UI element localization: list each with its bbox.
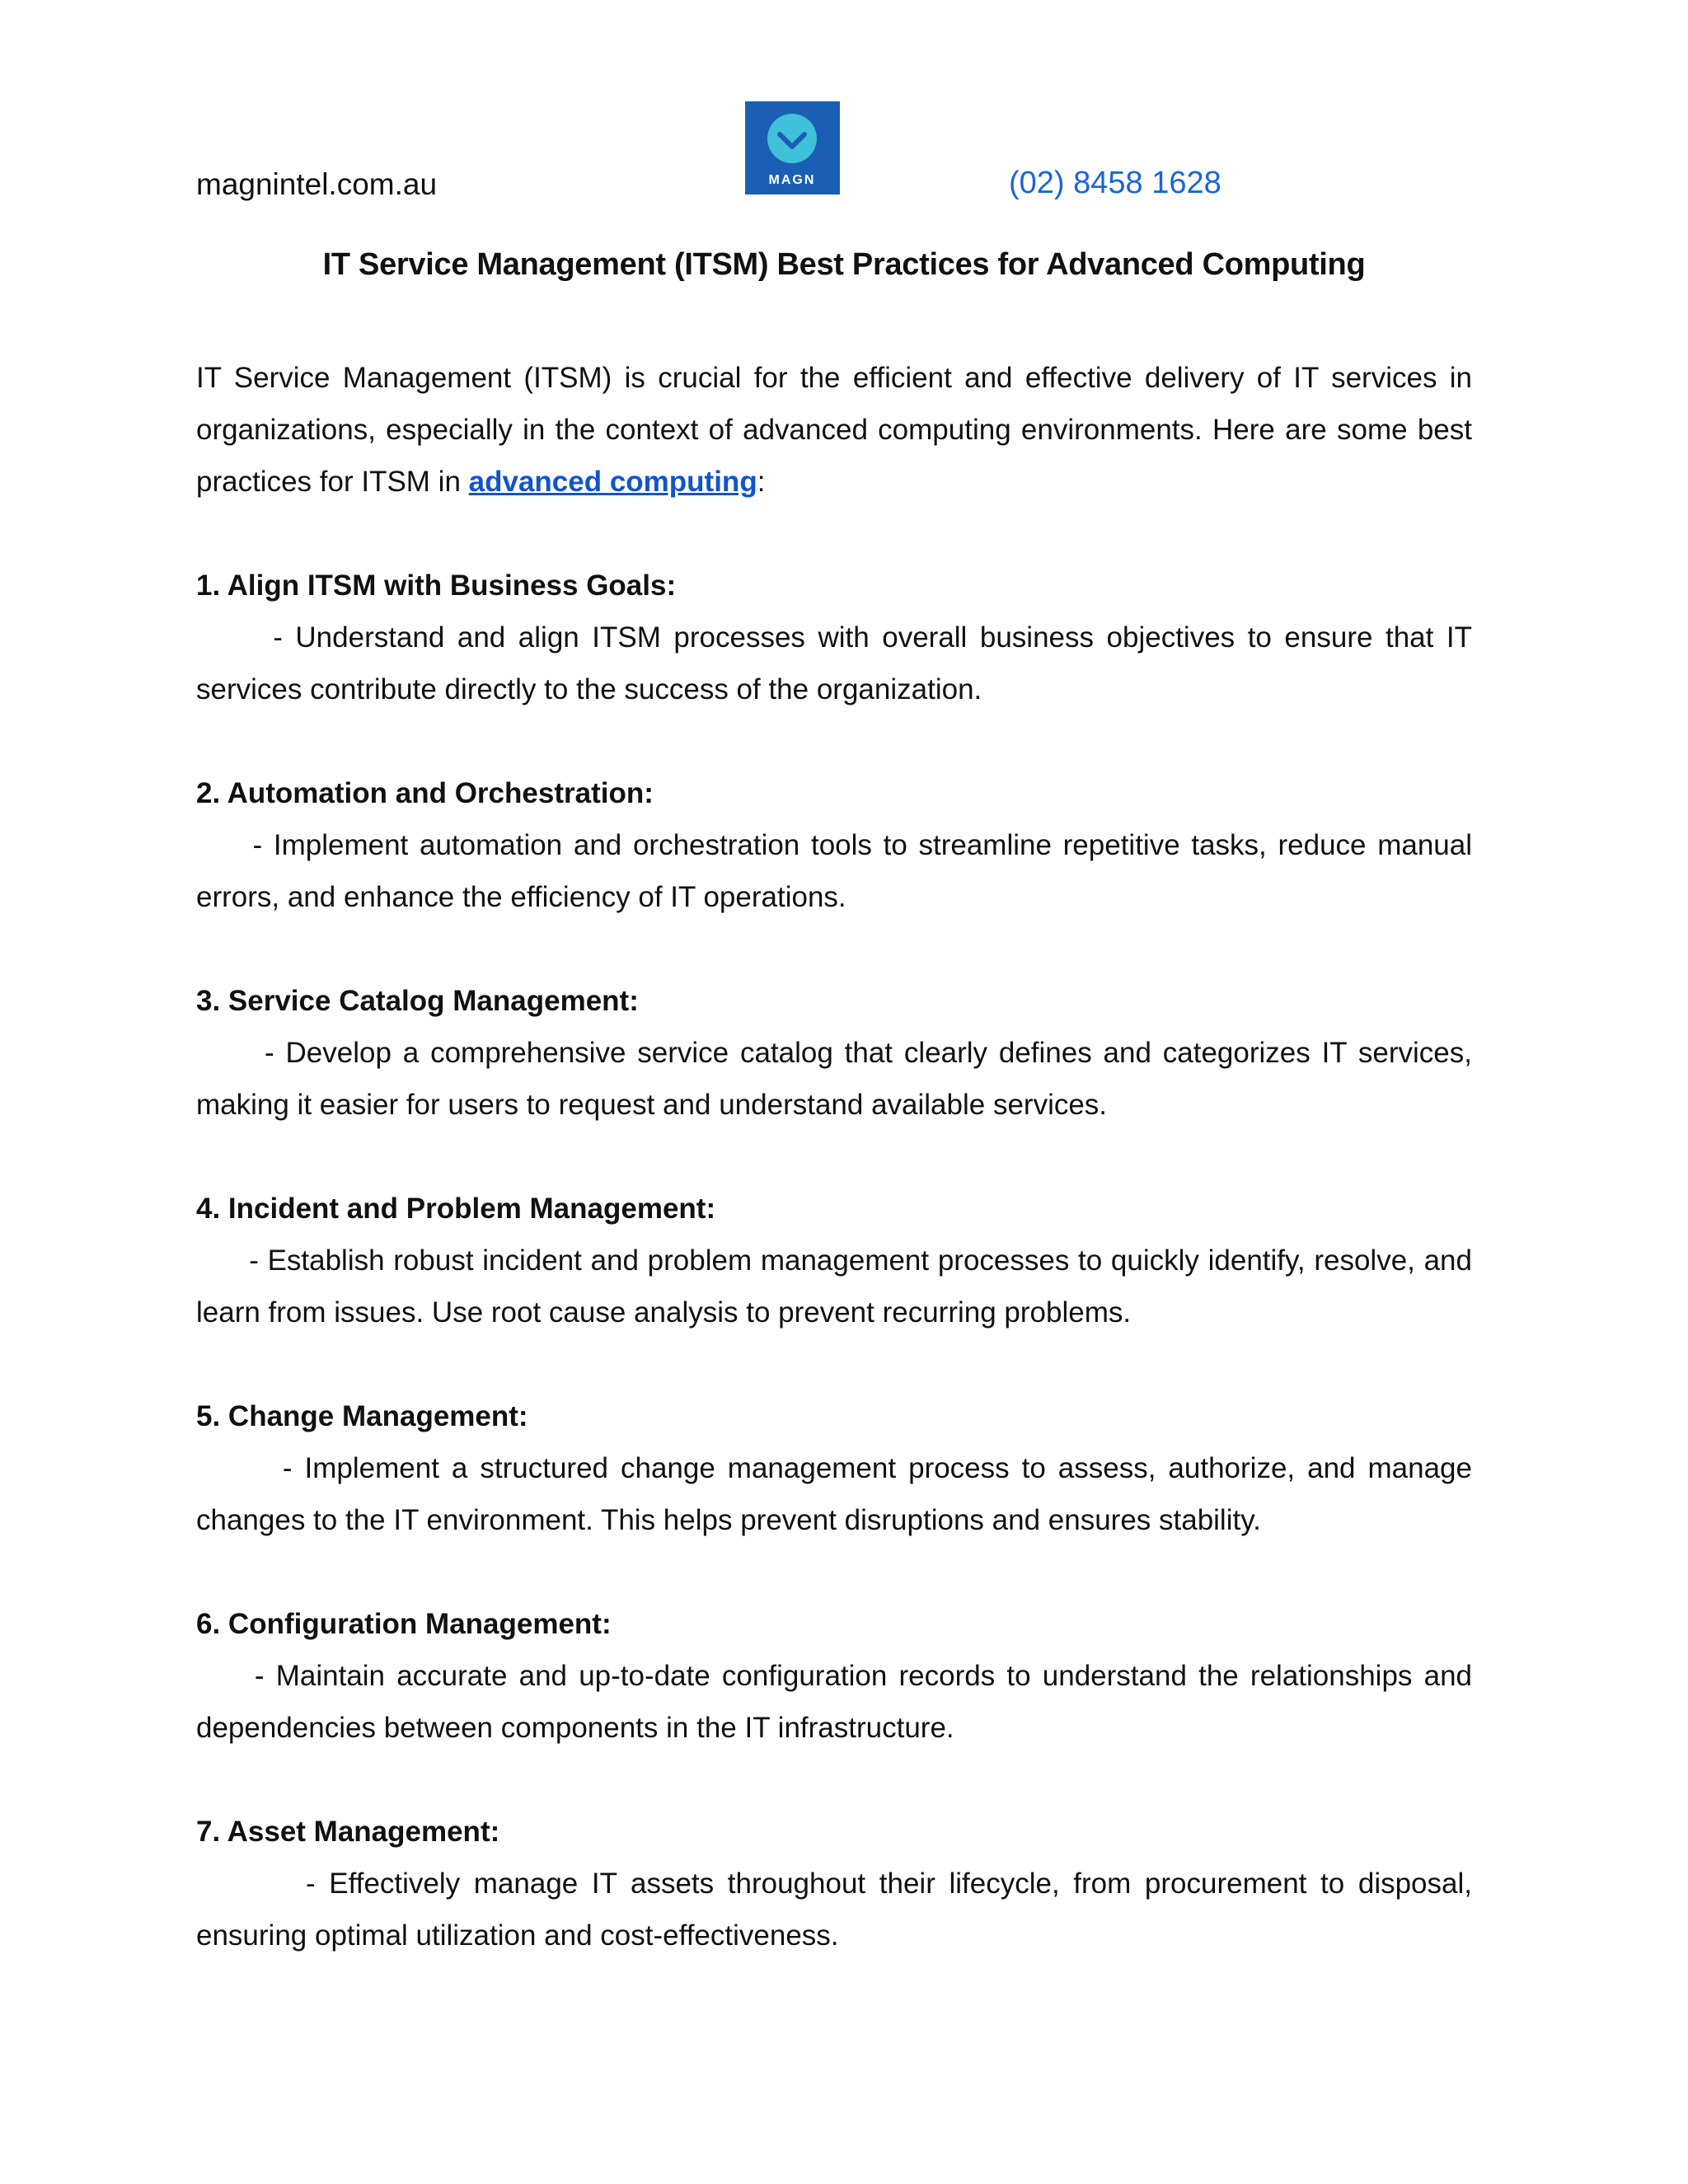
magn-logo xyxy=(745,101,840,194)
practice-heading: 3. Service Catalog Management: xyxy=(196,985,639,1017)
practice-description xyxy=(196,612,1472,715)
practice-description-text: Establish robust incident and problem management processes to quickly identify, resolve, and learn from issues. Use root cause analysis to prevent recurring problems. xyxy=(196,1244,1472,1329)
practice-description-text: Maintain accurate and up-to-date configuration records to understand the relationships and dependencies between components in the IT infrastructure. xyxy=(196,1660,1473,1744)
practice-description-text: Develop a comprehensive service catalog that clearly defines and categorizes IT services, making it easier for users to request and understand available services. xyxy=(196,1037,1472,1121)
practices-list xyxy=(196,560,1472,1961)
practice-description-text: Implement automation and orchestration tools to streamline repetitive tasks, reduce manual errors, and enhance the efficiency of IT operations. xyxy=(196,829,1472,913)
practice-heading: 4. Incident and Problem Management: xyxy=(196,1193,716,1225)
practice-item xyxy=(196,560,1472,715)
practice-item xyxy=(196,1806,1472,1961)
practice-description xyxy=(196,1858,1472,1961)
practice-item xyxy=(196,1183,1472,1338)
bullet-dash: - xyxy=(196,1452,305,1484)
bullet-dash: - xyxy=(196,1037,286,1069)
logo-circle xyxy=(767,114,817,163)
site-url: magnintel.com.au xyxy=(196,167,438,201)
intro-colon: : xyxy=(757,466,766,498)
practice-item xyxy=(196,1390,1472,1546)
bullet-dash: - xyxy=(196,829,274,861)
advanced-computing-link[interactable]: advanced computing xyxy=(468,466,757,498)
practice-item xyxy=(196,767,1472,923)
page-title: IT Service Management (ITSM) Best Practices for Advanced Computing xyxy=(322,247,1366,282)
practice-description xyxy=(196,1650,1472,1754)
practice-description xyxy=(196,819,1472,923)
practice-description-text: Effectively manage IT assets throughout their lifecycle, from procurement to disposal, ensuring optimal utilization and cost-effectiveness. xyxy=(196,1868,1472,1952)
practice-heading: 2. Automation and Orchestration: xyxy=(196,777,654,809)
practice-heading: 7. Asset Management: xyxy=(196,1816,500,1848)
practice-description xyxy=(196,1442,1472,1546)
practice-item xyxy=(196,975,1472,1131)
bullet-dash: - xyxy=(196,1244,268,1277)
document-body xyxy=(196,352,1472,1961)
logo-text: MAGN xyxy=(768,173,816,187)
practice-item xyxy=(196,1598,1472,1754)
bullet-dash: - xyxy=(196,621,296,654)
practice-description xyxy=(196,1235,1472,1338)
practice-heading: 6. Configuration Management: xyxy=(196,1608,612,1640)
practice-description-text: Understand and align ITSM processes with overall business objectives to ensure that IT services contribute directly to the success of the organization. xyxy=(196,621,1472,705)
bullet-dash: - xyxy=(196,1660,276,1692)
practice-description-text: Implement a structured change management process to assess, authorize, and manage changes to the IT environment. This helps prevent disruptions and ensures stability. xyxy=(196,1452,1472,1536)
practice-description xyxy=(196,1027,1472,1131)
bullet-dash: - xyxy=(196,1868,330,1900)
phone-link[interactable]: (02) 8458 1628 xyxy=(1009,166,1221,200)
intro-paragraph xyxy=(196,352,1472,508)
practice-heading: 1. Align ITSM with Business Goals: xyxy=(196,569,677,602)
practice-heading: 5. Change Management: xyxy=(196,1400,528,1432)
intro-text: IT Service Management (ITSM) is crucial for the efficient and effective delivery of IT services in organizations, especially in the context of advanced computing environments. Here are some best practices for ITSM in xyxy=(196,362,1472,498)
